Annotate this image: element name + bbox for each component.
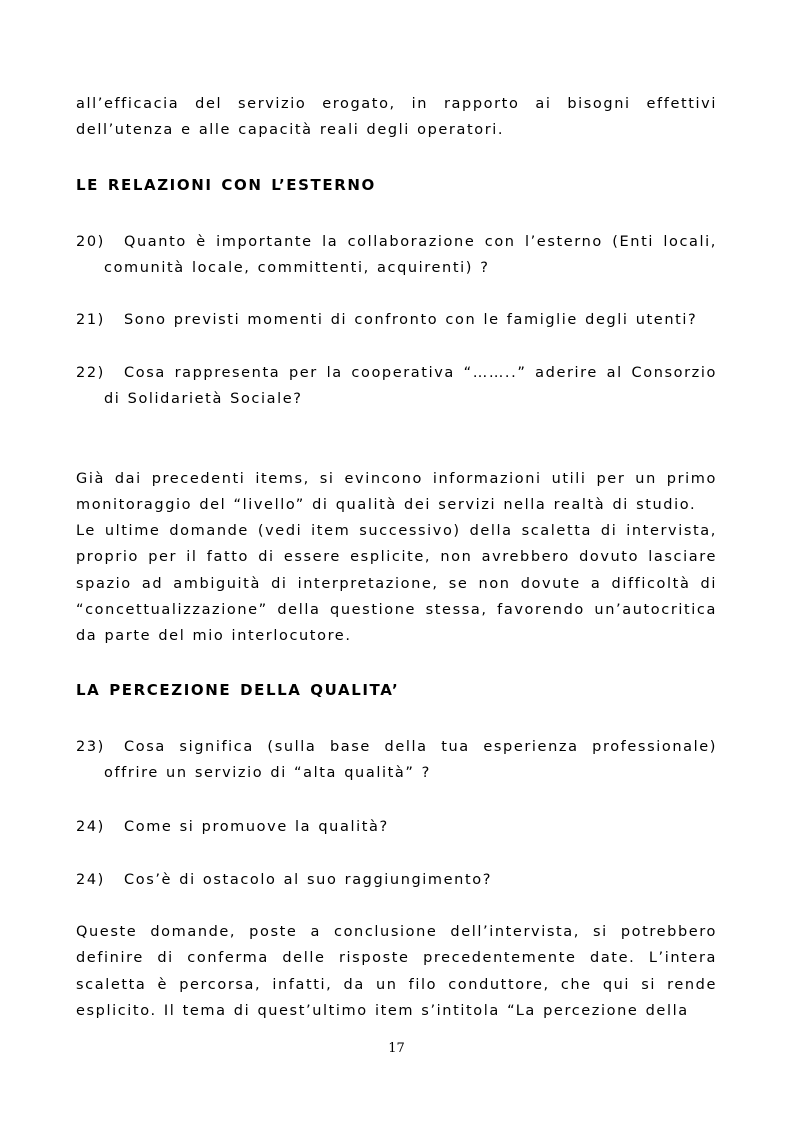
question-text: Cosa significa (sulla base della tua esperienza professionale) offrire un servizio di “alta qualità” ? (104, 739, 717, 782)
question-24a (76, 814, 717, 840)
question-24b (76, 867, 717, 893)
question-text: Sono previsti momenti di confronto con le famiglie degli utenti? (124, 312, 698, 328)
page-number: 17 (388, 1041, 405, 1056)
question-text: Quanto è importante la collaborazione con l’esterno (Enti locali, comunità locale, committenti, acquirenti) ? (104, 234, 717, 277)
paragraph-conclusione: Queste domande, poste a conclusione dell’intervista, si potrebbero definire di conferma delle risposte precedentemente date. L’intera scaletta è percorsa, infatti, da un filo conduttore, che qui si rende esplicito. Il tema di quest’ultimo item s’intitola “La percezione della (76, 924, 717, 1019)
question-text: Cos’è di ostacolo al suo raggiungimento? (124, 872, 493, 888)
paragraph-intro: all’efficacia del servizio erogato, in rapporto ai bisogni effettivi dell’utenza e alle capacità reali degli operatori. (76, 96, 717, 139)
heading-percezione: LA PERCEZIONE DELLA QUALITA’ (76, 681, 400, 699)
question-number: 22) (76, 365, 105, 381)
question-number: 20) (76, 234, 105, 250)
heading-relazioni: LE RELAZIONI CON L’ESTERNO (76, 176, 376, 194)
question-21 (76, 307, 717, 333)
question-20 (76, 229, 717, 282)
question-text: Cosa rappresenta per la cooperativa “……..” aderire al Consorzio di Solidarietà Sociale? (104, 365, 717, 408)
question-text: Come si promuove la qualità? (124, 819, 389, 835)
question-number: 21) (76, 312, 105, 328)
question-number: 23) (76, 739, 105, 755)
question-number: 24) (76, 819, 105, 835)
paragraph-items: Già dai precedenti items, si evincono informazioni utili per un primo monitoraggio del “livello” di qualità dei servizi nella realtà di studio. (76, 471, 717, 514)
question-number: 24) (76, 872, 105, 888)
question-22 (76, 360, 717, 413)
question-23 (76, 734, 717, 787)
paragraph-domande: Le ultime domande (vedi item successivo) della scaletta di intervista, proprio per il fatto di essere esplicite, non avrebbero dovuto lasciare spazio ad ambiguità di interpretazione, se non dovute a difficoltà di “concettualizzazione” della questione stessa, favorendo un’autocritica da parte del mio interlocutore. (76, 523, 717, 645)
